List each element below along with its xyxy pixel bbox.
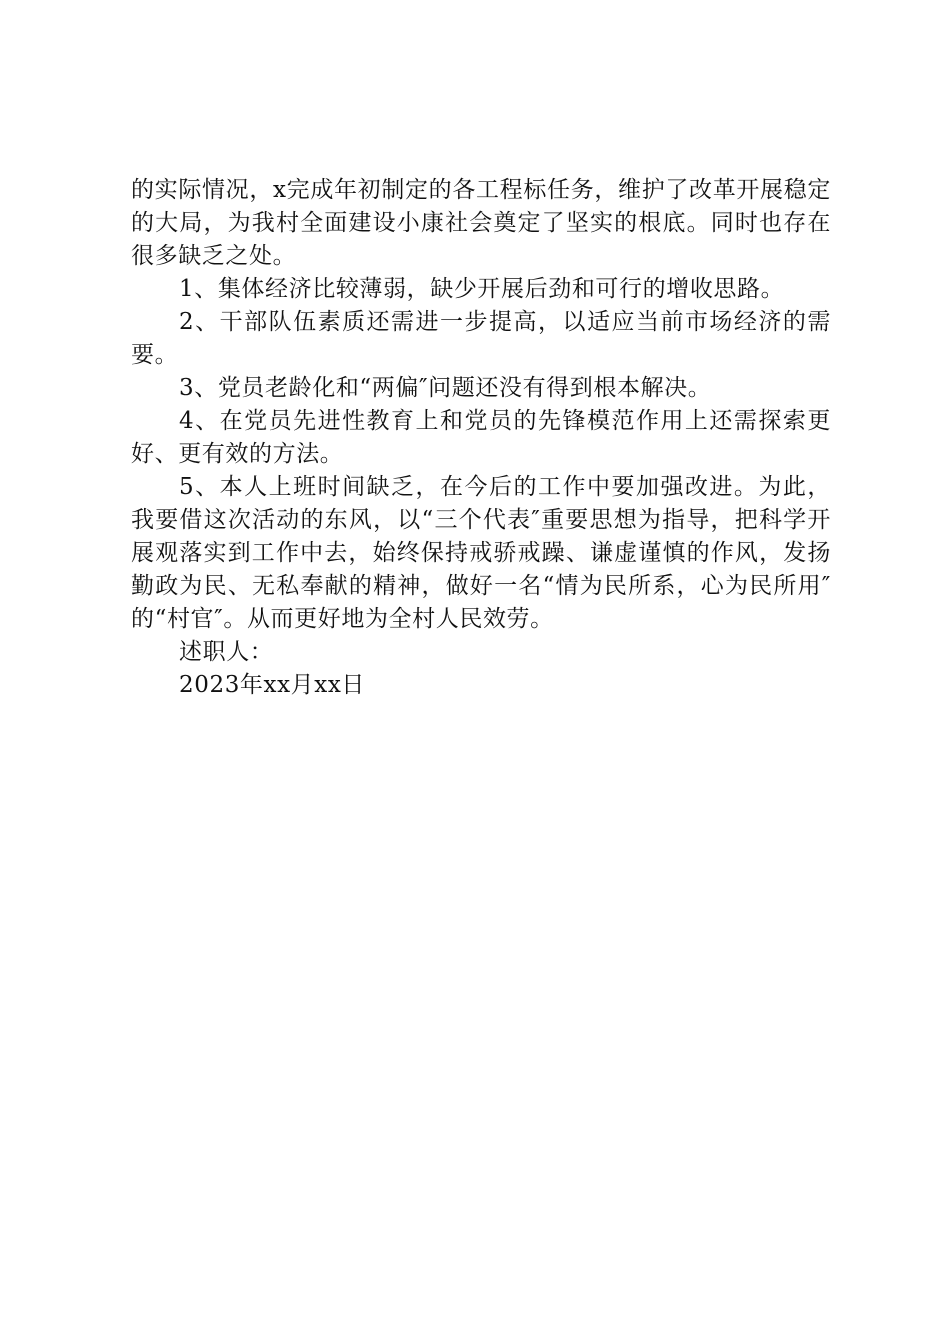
- paragraph-item-5: 5、本人上班时间缺乏，在今后的工作中要加强改进。为此，我要借这次活动的东风，以“三个代表″重要思想为指导，把科学开展观落实到工作中去，始终保持戒骄戒躁、谦虚谨慎的作风，发扬勤政为民、无私奉献的精神，做好一名“情为民所系，心为民所用″的“村官″。从而更好地为全村人民效劳。: [131, 474, 831, 632]
- signature-label: 述职人：: [179, 639, 274, 665]
- paragraph-intro-continuation: 的实际情况，x完成年初制定的各工程标任务，维护了改革开展稳定的大局，为我村全面建设小康社会奠定了坚实的根底。同时也存在很多缺乏之处。: [131, 177, 831, 269]
- document-date: 2023年xx月xx日: [179, 672, 366, 698]
- paragraph-item-1: 1、集体经济比较薄弱，缺少开展后劲和可行的增收思路。: [179, 276, 785, 302]
- paragraph-item-2: 2、干部队伍素质还需进一步提高，以适应当前市场经济的需要。: [131, 309, 831, 368]
- paragraph-item-4: 4、在党员先进性教育上和党员的先锋模范作用上还需探索更好、更有效的方法。: [131, 408, 831, 467]
- paragraph-item-3: 3、党员老龄化和“两偏″问题还没有得到根本解决。: [179, 375, 712, 401]
- document-body: [131, 174, 831, 702]
